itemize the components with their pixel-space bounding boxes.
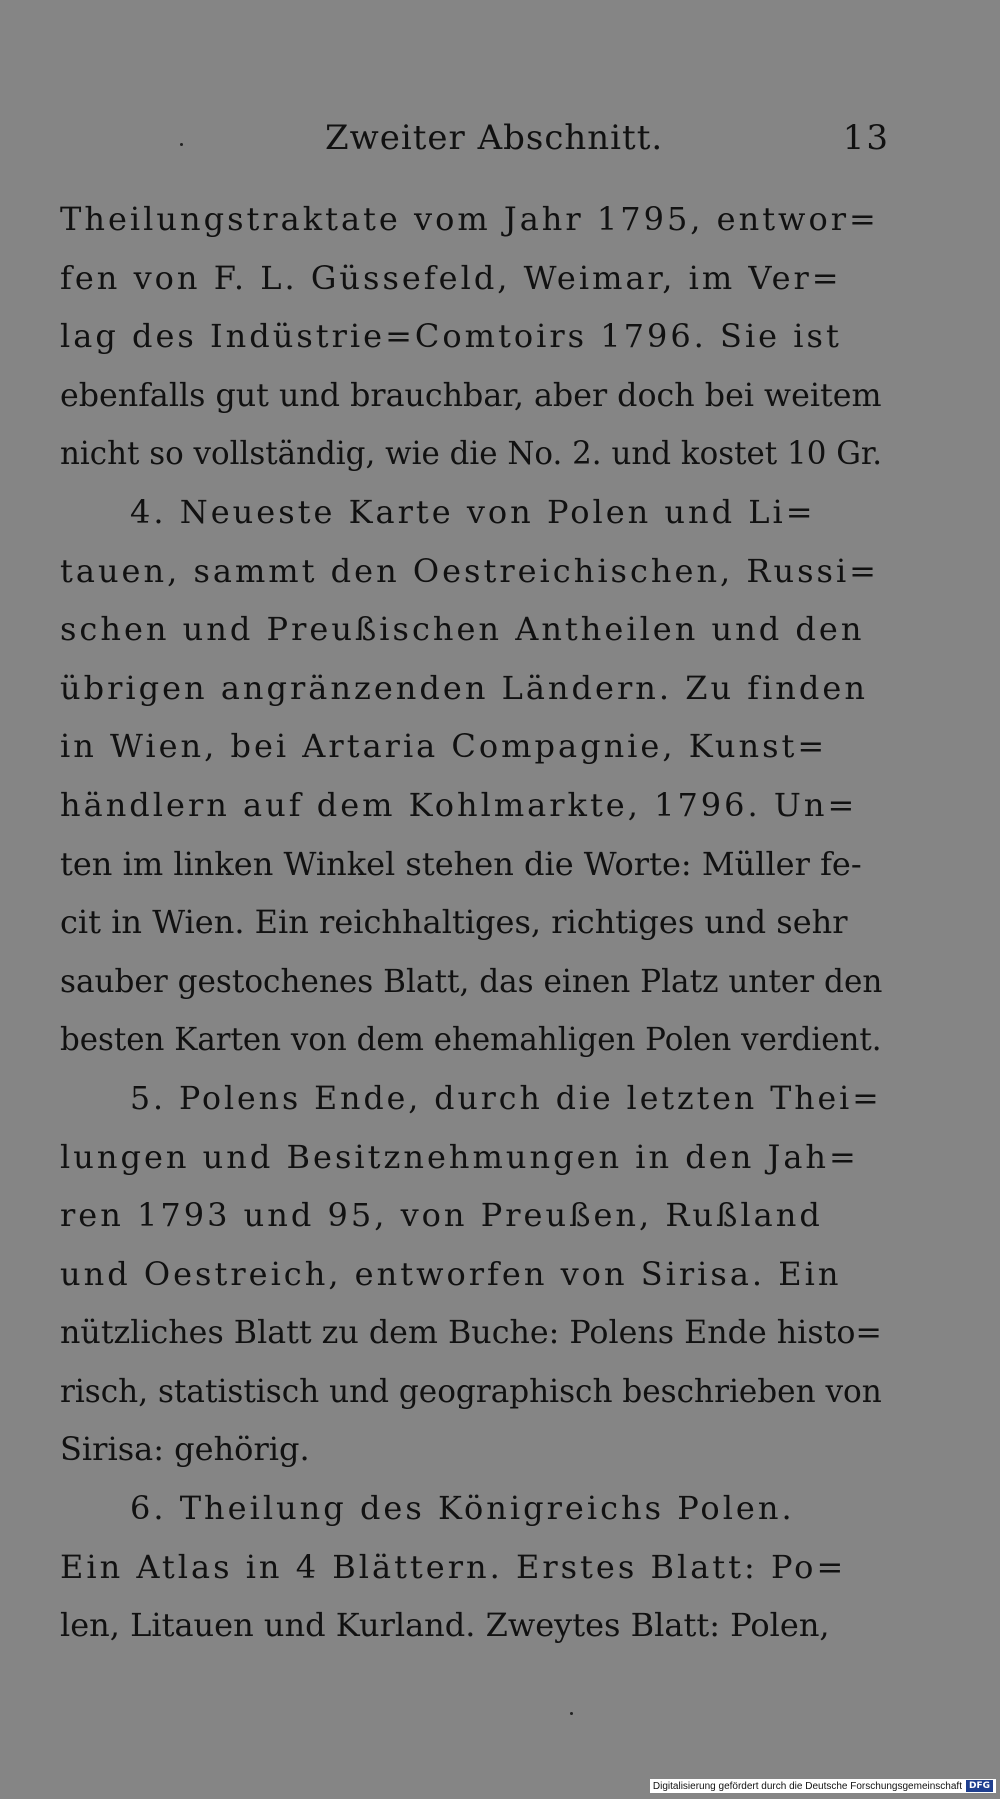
dfg-logo: DFG bbox=[966, 1780, 993, 1792]
text-line bbox=[60, 1420, 882, 1479]
text-line-content: cit in Wien. Ein reichhaltiges, richtiges und sehr bbox=[60, 903, 848, 942]
text-line-content: ebenfalls gut und brauchbar, aber doch bei weitem bbox=[60, 375, 882, 414]
digitization-credit bbox=[650, 1779, 996, 1793]
text-line bbox=[60, 307, 882, 366]
text-line-content: risch, statistisch und geographisch beschrieben von bbox=[60, 1371, 882, 1410]
text-line-content: ten im linken Winkel stehen die Worte: Müller fe- bbox=[60, 844, 862, 883]
text-line bbox=[60, 249, 882, 308]
text-line bbox=[60, 952, 882, 1011]
text-line-content: tauen, sammt den Oestreichischen, Russi= bbox=[60, 551, 879, 590]
text-line bbox=[60, 1538, 882, 1597]
text-line-content: in Wien, bei Artaria Compagnie, Kunst= bbox=[60, 727, 828, 766]
text-line bbox=[60, 1596, 882, 1655]
text-line bbox=[60, 1010, 882, 1069]
text-line-content: nicht so vollständig, wie die No. 2. und kostet 10 Gr. bbox=[60, 434, 883, 473]
text-line bbox=[60, 1303, 882, 1362]
text-line bbox=[60, 776, 882, 835]
text-line bbox=[60, 190, 882, 249]
text-line-content: ren 1793 und 95, von Preußen, Rußland bbox=[60, 1196, 823, 1235]
text-line-content: len, Litauen und Kurland. Zweytes Blatt: Polen, bbox=[60, 1606, 830, 1645]
text-line-content: Sirisa: gehörig. bbox=[60, 1430, 310, 1469]
body-text bbox=[60, 190, 882, 1655]
text-line-content: lungen und Besitznehmungen in den Jah= bbox=[60, 1137, 859, 1176]
page-number: 13 bbox=[842, 118, 890, 158]
page-header bbox=[60, 118, 890, 178]
text-line-content: und Oestreich, entworfen von Sirisa. Ein bbox=[60, 1254, 842, 1293]
text-line-content: 6. Theilung des Königreichs Polen. bbox=[130, 1489, 795, 1528]
text-line bbox=[60, 1069, 882, 1128]
text-line bbox=[60, 1245, 882, 1304]
text-line-content: sauber gestochenes Blatt, das einen Platz unter den bbox=[60, 961, 883, 1000]
text-line-content: händlern auf dem Kohlmarkte, 1796. Un= bbox=[60, 785, 858, 824]
text-line-content: besten Karten von dem ehemahligen Polen verdient. bbox=[60, 1020, 882, 1059]
scan-speck bbox=[570, 1712, 573, 1715]
text-line bbox=[60, 1479, 882, 1538]
running-title: Zweiter Abschnitt. bbox=[325, 118, 664, 158]
text-line-content: 4. Neueste Karte von Polen und Li= bbox=[130, 492, 816, 531]
text-line bbox=[60, 1362, 882, 1421]
text-line bbox=[60, 424, 882, 483]
text-line bbox=[60, 600, 882, 659]
text-line bbox=[60, 366, 882, 425]
text-line bbox=[60, 659, 882, 718]
text-line-content: schen und Preußischen Antheilen und den bbox=[60, 610, 865, 649]
text-line-content: nützliches Blatt zu dem Buche: Polens Ende histo= bbox=[60, 1313, 882, 1352]
text-line-content: 5. Polens Ende, durch die letzten Thei= bbox=[130, 1078, 882, 1117]
text-line bbox=[60, 483, 882, 542]
text-line bbox=[60, 542, 882, 601]
text-line-content: fen von F. L. Güssefeld, Weimar, im Ver= bbox=[60, 258, 842, 297]
text-line bbox=[60, 1128, 882, 1187]
text-line-content: Ein Atlas in 4 Blättern. Erstes Blatt: Po= bbox=[60, 1547, 847, 1586]
credit-text: Digitalisierung gefördert durch die Deutsche Forschungsgemeinschaft bbox=[652, 1780, 962, 1792]
text-line-content: übrigen angränzenden Ländern. Zu finden bbox=[60, 668, 868, 707]
text-line-content: Theilungstraktate vom Jahr 1795, entwor= bbox=[60, 200, 879, 238]
text-line bbox=[60, 1186, 882, 1245]
text-line bbox=[60, 717, 882, 776]
text-line bbox=[60, 893, 882, 952]
text-line bbox=[60, 835, 882, 894]
scan-speck bbox=[180, 143, 183, 146]
text-line-content: lag des Indüstrie=Comtoirs 1796. Sie ist bbox=[60, 317, 842, 356]
